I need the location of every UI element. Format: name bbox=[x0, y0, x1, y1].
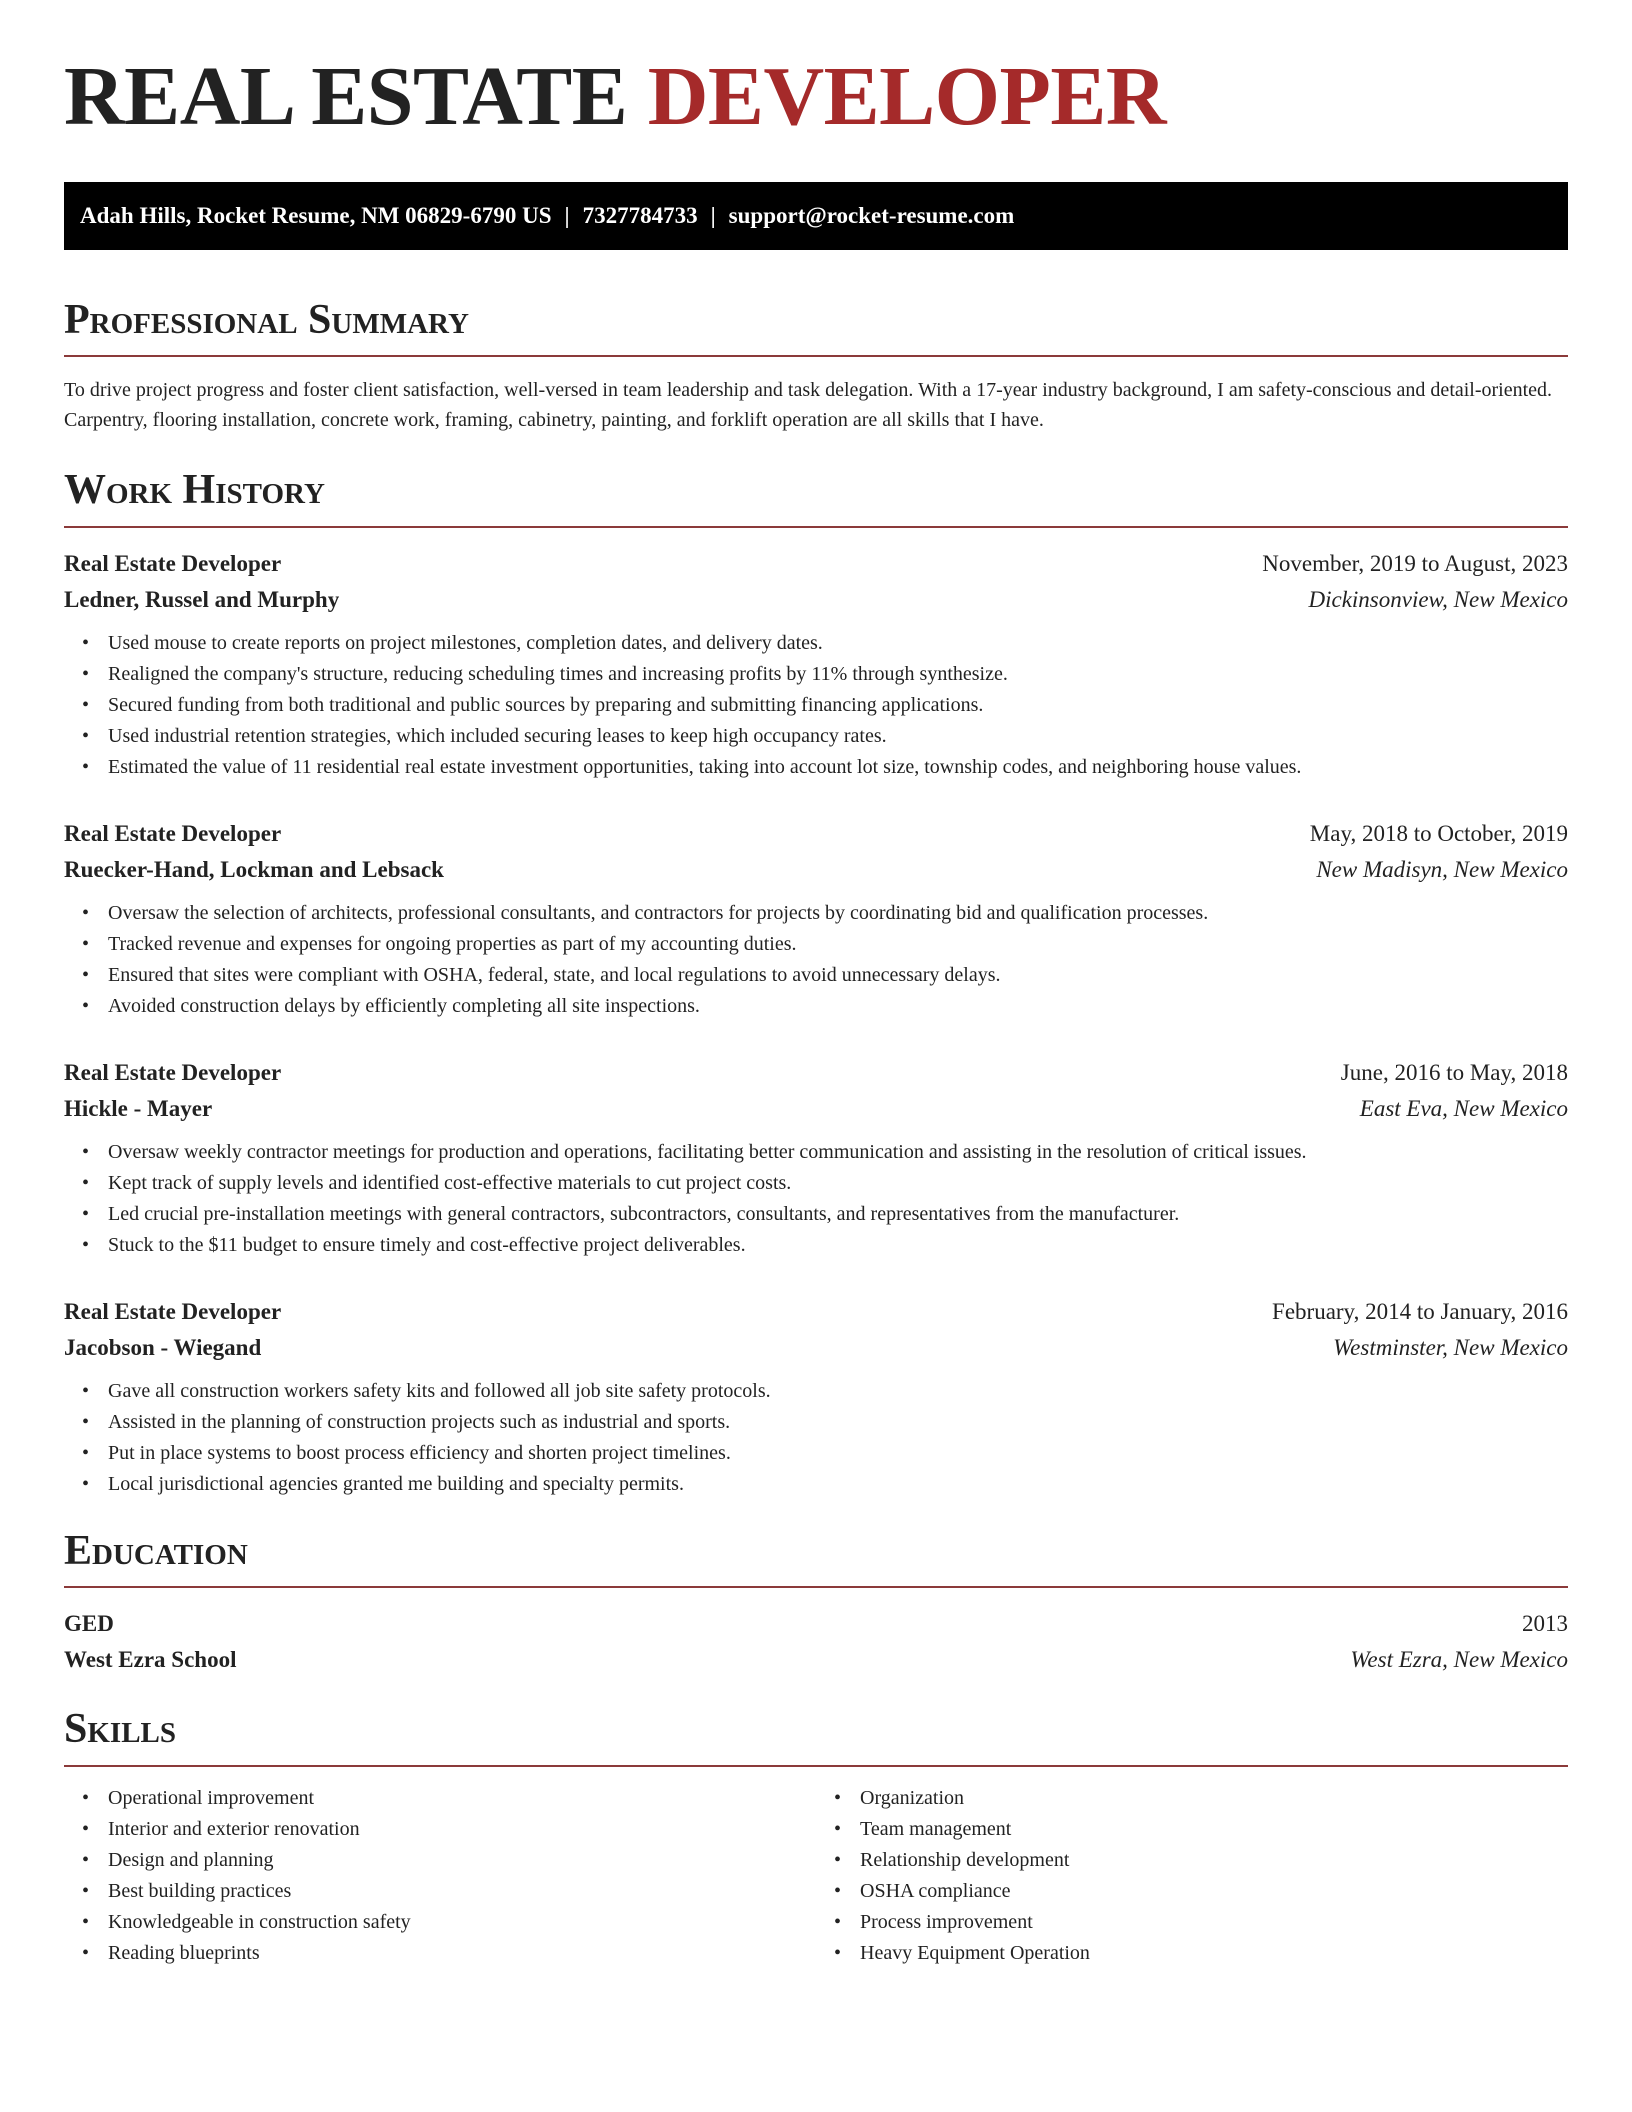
job-bullet: • Ensured that sites were compliant with OSHA, federal, state, and local regulations to avoid unnecessary delays. bbox=[108, 960, 1568, 991]
job-title: Real Estate Developer bbox=[64, 1059, 282, 1085]
job-dates: February, 2014 to January, 2016 bbox=[1272, 1298, 1568, 1324]
job-bullet: • Gave all construction workers safety kits and followed all job site safety protocols. bbox=[108, 1376, 1568, 1407]
job-entry bbox=[64, 816, 1568, 1022]
education-location: West Ezra, New Mexico bbox=[1350, 1647, 1568, 1673]
contact-separator: | bbox=[710, 203, 716, 228]
education-year: 2013 bbox=[1522, 1611, 1568, 1637]
skill-item: • Best building practices bbox=[108, 1876, 816, 1907]
job-location: Westminster, New Mexico bbox=[1333, 1334, 1568, 1360]
job-title: Real Estate Developer bbox=[64, 550, 282, 576]
job-header-row bbox=[64, 1294, 1568, 1330]
skill-item: • Design and planning bbox=[108, 1845, 816, 1876]
skill-item: • Process improvement bbox=[860, 1907, 1568, 1938]
job-company-row bbox=[64, 582, 1568, 618]
job-entry bbox=[64, 1055, 1568, 1261]
summary-text: To drive project progress and foster client satisfaction, well-versed in team leadership and task delegation. With a 17-year industry background, I am safety-conscious and detail-oriented. Carpentry, flooring installation, concrete work, framing, cabinetry, painting, and forklift operation are all skills that I have. bbox=[64, 379, 1553, 432]
job-bullets bbox=[64, 628, 1568, 783]
skills-heading: Skills bbox=[64, 1706, 177, 1753]
job-bullets bbox=[64, 1376, 1568, 1500]
job-entry bbox=[64, 1294, 1568, 1500]
title-accent: DEVELOPER bbox=[647, 50, 1167, 143]
contact-phone: 7327784733 bbox=[582, 203, 698, 228]
job-location: Dickinsonview, New Mexico bbox=[1308, 586, 1568, 612]
title-main: REAL ESTATE bbox=[64, 50, 628, 143]
section-divider bbox=[64, 1586, 1568, 1588]
job-bullets bbox=[64, 898, 1568, 1022]
job-bullet: • Led crucial pre-installation meetings with general contractors, subcontractors, consultants, and representatives from the manufacturer. bbox=[108, 1199, 1568, 1230]
job-bullets bbox=[64, 1137, 1568, 1261]
job-bullet: • Used industrial retention strategies, which included securing leases to keep high occupancy rates. bbox=[108, 721, 1568, 752]
skill-item: • Organization bbox=[860, 1783, 1568, 1814]
job-title: Real Estate Developer bbox=[64, 1298, 282, 1324]
education-heading: Education bbox=[64, 1527, 248, 1574]
resume-title bbox=[64, 50, 1568, 143]
job-bullet: • Secured funding from both traditional and public sources by preparing and submitting financing applications. bbox=[108, 690, 1568, 721]
skill-item: • Reading blueprints bbox=[108, 1938, 816, 1969]
skill-item: • Operational improvement bbox=[108, 1783, 816, 1814]
skill-item: • Knowledgeable in construction safety bbox=[108, 1907, 816, 1938]
job-bullet: • Stuck to the $11 budget to ensure timely and cost-effective project deliverables. bbox=[108, 1230, 1568, 1261]
job-bullet: • Avoided construction delays by efficiently completing all site inspections. bbox=[108, 991, 1568, 1022]
job-dates: May, 2018 to October, 2019 bbox=[1309, 820, 1568, 846]
education-row bbox=[64, 1606, 1568, 1642]
job-bullet: • Used mouse to create reports on project milestones, completion dates, and delivery dates. bbox=[108, 628, 1568, 659]
job-bullet: • Local jurisdictional agencies granted me building and specialty permits. bbox=[108, 1469, 1568, 1500]
job-bullet: • Realigned the company's structure, reducing scheduling times and increasing profits by 11% through synthesize. bbox=[108, 659, 1568, 690]
job-bullet: • Put in place systems to boost process efficiency and shorten project timelines. bbox=[108, 1438, 1568, 1469]
job-location: New Madisyn, New Mexico bbox=[1316, 856, 1568, 882]
work-history-section bbox=[64, 465, 1568, 1499]
job-company-row bbox=[64, 1330, 1568, 1366]
job-bullet: • Tracked revenue and expenses for ongoing properties as part of my accounting duties. bbox=[108, 929, 1568, 960]
job-company: Ledner, Russel and Murphy bbox=[64, 586, 340, 612]
skills-list-right bbox=[816, 1783, 1568, 1969]
education-section bbox=[64, 1526, 1568, 1678]
skills-list-left bbox=[64, 1783, 816, 1969]
job-bullet: • Oversaw the selection of architects, professional consultants, and contractors for projects by coordinating bid and qualification processes. bbox=[108, 898, 1568, 929]
skill-item: • Heavy Equipment Operation bbox=[860, 1938, 1568, 1969]
section-divider bbox=[64, 355, 1568, 357]
summary-section bbox=[64, 295, 1568, 435]
skills-columns bbox=[64, 1783, 1568, 1969]
contact-separator: | bbox=[564, 203, 570, 228]
work-history-heading: Work History bbox=[64, 467, 325, 514]
contact-bar bbox=[64, 182, 1568, 250]
contact-address: Adah Hills, Rocket Resume, NM 06829-6790 US bbox=[80, 203, 552, 228]
education-school: West Ezra School bbox=[64, 1647, 237, 1673]
summary-heading: Professional Summary bbox=[64, 297, 469, 343]
job-dates: June, 2016 to May, 2018 bbox=[1340, 1059, 1568, 1085]
skill-item: • Relationship development bbox=[860, 1845, 1568, 1876]
education-school-row bbox=[64, 1642, 1568, 1678]
job-bullet: • Estimated the value of 11 residential real estate investment opportunities, taking into account lot size, township codes, and neighboring house values. bbox=[108, 752, 1568, 783]
job-company-row bbox=[64, 1091, 1568, 1127]
skills-section bbox=[64, 1704, 1568, 1968]
job-company: Jacobson - Wiegand bbox=[64, 1334, 262, 1360]
job-dates: November, 2019 to August, 2023 bbox=[1262, 550, 1568, 576]
job-header-row bbox=[64, 816, 1568, 852]
section-divider bbox=[64, 526, 1568, 528]
job-entry bbox=[64, 546, 1568, 783]
education-entry bbox=[64, 1606, 1568, 1678]
education-degree: GED bbox=[64, 1611, 114, 1637]
skill-item: • Interior and exterior renovation bbox=[108, 1814, 816, 1845]
job-bullet: • Kept track of supply levels and identified cost-effective materials to cut project costs. bbox=[108, 1168, 1568, 1199]
job-company-row bbox=[64, 852, 1568, 888]
job-title: Real Estate Developer bbox=[64, 820, 282, 846]
skill-item: • Team management bbox=[860, 1814, 1568, 1845]
job-company: Ruecker-Hand, Lockman and Lebsack bbox=[64, 856, 444, 882]
job-bullet: • Oversaw weekly contractor meetings for production and operations, facilitating better communication and assisting in the resolution of critical issues. bbox=[108, 1137, 1568, 1168]
job-header-row bbox=[64, 546, 1568, 582]
job-location: East Eva, New Mexico bbox=[1359, 1095, 1568, 1121]
job-bullet: • Assisted in the planning of construction projects such as industrial and sports. bbox=[108, 1407, 1568, 1438]
skill-item: • OSHA compliance bbox=[860, 1876, 1568, 1907]
job-company: Hickle - Mayer bbox=[64, 1095, 213, 1121]
section-divider bbox=[64, 1765, 1568, 1767]
job-header-row bbox=[64, 1055, 1568, 1091]
contact-email[interactable]: support@rocket-resume.com bbox=[728, 203, 1015, 228]
